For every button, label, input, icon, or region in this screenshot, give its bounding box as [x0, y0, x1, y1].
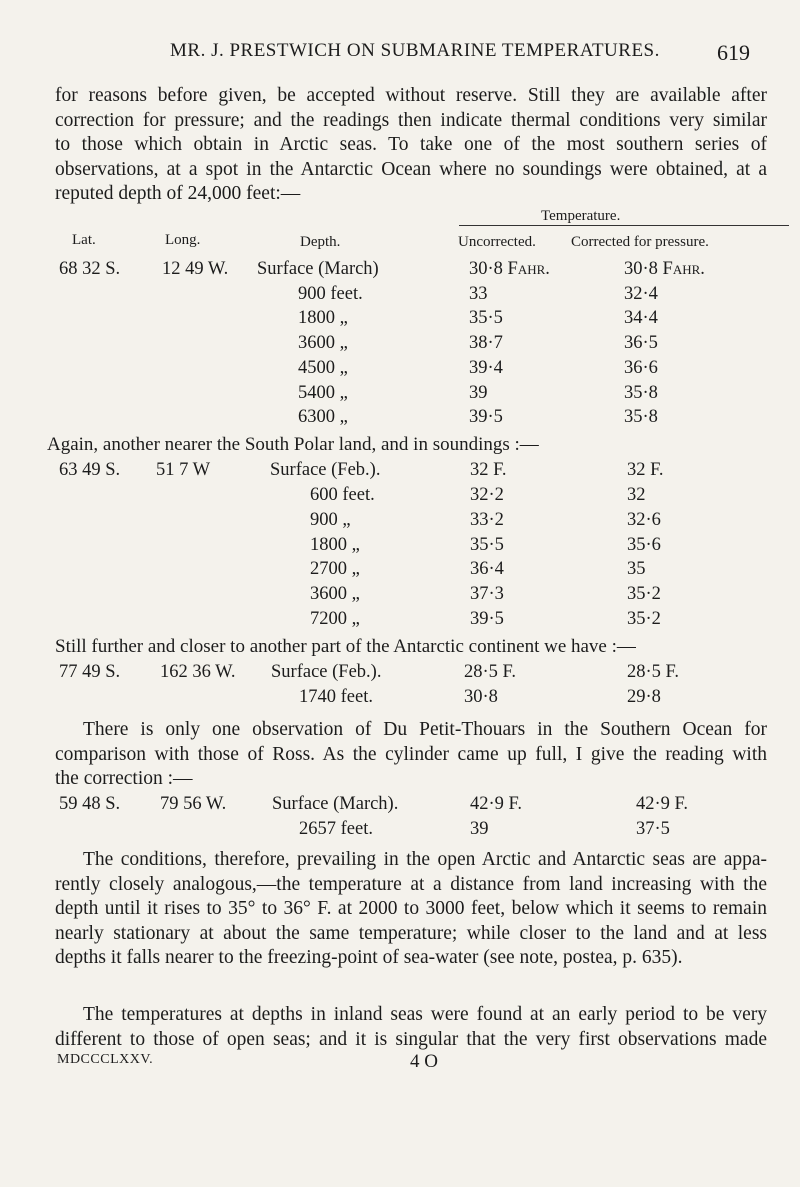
depth-cell: 6300 „ [298, 407, 348, 427]
signature-mark: 4 O [410, 1051, 438, 1072]
text-line: comparison with those of Ross. As the cylinder came up full, I give the reading with [55, 743, 767, 765]
depth-cell: 2700 „ [310, 559, 360, 579]
corrected-cell: 42·9 F. [636, 794, 688, 814]
text-line: depths it falls nearer to the freezing-point of sea-water (see note, postea, p. 635). [55, 947, 683, 968]
running-title: MR. J. PRESTWICH ON SUBMARINE TEMPERATURES. [170, 40, 660, 61]
corrected-cell: 35·8 [624, 407, 658, 427]
depth-heading: Depth. [300, 234, 341, 250]
page-number: 619 [717, 40, 750, 65]
text-line: the correction :— [55, 768, 193, 789]
corrected-cell: 36·6 [624, 358, 658, 378]
uncorrected-cell: 42·9 F. [470, 794, 522, 814]
depth-cell: 2657 feet. [299, 819, 373, 839]
depth-cell: 1800 „ [298, 308, 348, 328]
latitude: 63 49 S. [59, 460, 121, 480]
depth-cell: 5400 „ [298, 383, 348, 403]
table-row [0, 662, 800, 686]
footer-date: MDCCCLXXV. [57, 1052, 154, 1067]
table-row [0, 383, 800, 407]
depth-cell: Surface (Feb.). [270, 460, 381, 480]
temperature-heading: Temperature. [541, 208, 621, 224]
table-row [0, 609, 800, 633]
uncorrected-cell: 28·5 F. [464, 662, 516, 682]
depth-cell: 600 feet. [310, 485, 375, 505]
depth-cell: 900 „ [310, 510, 351, 530]
table-row [0, 687, 800, 711]
uncorrected-cell: 33 [469, 284, 488, 304]
table-row [0, 259, 800, 283]
text-line: reputed depth of 24,000 feet:— [55, 183, 301, 204]
latitude: 68 32 S. [59, 259, 121, 279]
table-row [0, 510, 800, 534]
text-line: There is only one observation of Du Petit-Thouars in the Southern Ocean for [83, 719, 767, 740]
uncorrected-cell: 36·4 [470, 559, 504, 579]
uncorrected-cell: 38·7 [469, 333, 503, 353]
corrected-cell: 32 F. [627, 460, 664, 480]
corrected-cell: 32·6 [627, 510, 661, 530]
uncorrected-cell: 39·5 [470, 609, 504, 629]
table-row [0, 333, 800, 357]
paragraph [55, 1003, 767, 1052]
table-row [0, 794, 800, 818]
corrected-cell: 37·5 [636, 819, 670, 839]
table-row [0, 535, 800, 559]
uncorrected-cell: 30·8 [464, 687, 498, 707]
depth-cell: 1800 „ [310, 535, 360, 555]
corrected-cell: 32 [627, 485, 646, 505]
between-text: Again, another nearer the South Polar land, and in soundings :— [47, 434, 539, 455]
uncorrected-cell: 37·3 [470, 584, 504, 604]
depth-cell: 1740 feet. [299, 687, 373, 707]
table-row [0, 284, 800, 308]
text-line: nearly stationary at about the same temperature; while closer to the land and at less [55, 922, 767, 944]
uncorrected-cell: 39·5 [469, 407, 503, 427]
table-row [0, 407, 800, 431]
corrected-heading: Corrected for pressure. [571, 234, 709, 250]
uncorrected-cell: 35·5 [469, 308, 503, 328]
table-row [0, 559, 800, 583]
uncorrected-cell: 30·8 Fahr. [469, 259, 550, 279]
depth-cell: Surface (March) [257, 259, 379, 279]
corrected-cell: 35·6 [627, 535, 661, 555]
depth-cell: Surface (Feb.). [271, 662, 382, 682]
corrected-cell: 35 [627, 559, 646, 579]
corrected-cell: 29·8 [627, 687, 661, 707]
text-line: correction for pressure; and the readings then indicate thermal conditions very similar [55, 109, 767, 131]
corrected-cell: 28·5 F. [627, 662, 679, 682]
depth-cell: 3600 „ [310, 584, 360, 604]
uncorrected-heading: Uncorrected. [458, 234, 536, 250]
table-row [0, 460, 800, 484]
text-line: rently closely analogous,—the temperature at a distance from land increasing with the [55, 873, 767, 895]
uncorrected-cell: 33·2 [470, 510, 504, 530]
uncorrected-cell: 32 F. [470, 460, 507, 480]
latitude: 77 49 S. [59, 662, 121, 682]
uncorrected-cell: 35·5 [470, 535, 504, 555]
corrected-cell: 34·4 [624, 308, 658, 328]
text-line: for reasons before given, be accepted without reserve. Still they are available after [55, 85, 767, 106]
between-text: Still further and closer to another part of the Antarctic continent we have :— [55, 636, 636, 657]
depth-cell: 4500 „ [298, 358, 348, 378]
longitude: 79 56 W. [160, 794, 227, 814]
depth-cell: 7200 „ [310, 609, 360, 629]
corrected-cell: 36·5 [624, 333, 658, 353]
header-brace [459, 225, 789, 232]
uncorrected-cell: 39 [470, 819, 489, 839]
corrected-cell: 35·2 [627, 584, 661, 604]
paragraph [55, 848, 767, 971]
longitude: 12 49 W. [162, 259, 229, 279]
table-row [0, 819, 800, 843]
text-line: The temperatures at depths in inland seas were found at an early period to be very [83, 1004, 767, 1025]
uncorrected-cell: 39 [469, 383, 488, 403]
table-row [0, 358, 800, 382]
table-row [0, 485, 800, 509]
uncorrected-cell: 39·4 [469, 358, 503, 378]
paragraph [55, 718, 767, 792]
table-row [0, 308, 800, 332]
text-line: observations, at a spot in the Antarctic Ocean where no soundings were obtained, at a [55, 158, 767, 180]
depth-cell: 3600 „ [298, 333, 348, 353]
long-heading: Long. [165, 232, 201, 248]
corrected-cell: 35·2 [627, 609, 661, 629]
latitude: 59 48 S. [59, 794, 121, 814]
corrected-cell: 30·8 Fahr. [624, 259, 705, 279]
text-line: different to those of open seas; and it is singular that the very first observations made [55, 1028, 767, 1050]
table-row [0, 584, 800, 608]
lat-heading: Lat. [72, 232, 96, 248]
intro-paragraph [55, 84, 767, 207]
depth-cell: 900 feet. [298, 284, 363, 304]
depth-cell: Surface (March). [272, 794, 399, 814]
corrected-cell: 35·8 [624, 383, 658, 403]
uncorrected-cell: 32·2 [470, 485, 504, 505]
longitude: 162 36 W. [160, 662, 236, 682]
text-line: to those which obtain in Arctic seas. To take one of the most southern series of [55, 134, 767, 155]
text-line: The conditions, therefore, prevailing in the open Arctic and Antarctic seas are appa- [83, 849, 767, 870]
longitude: 51 7 W [156, 460, 211, 480]
corrected-cell: 32·4 [624, 284, 658, 304]
text-line: depth until it rises to 35° to 36° F. at 2000 to 3000 feet, below which it seems to remain [55, 898, 767, 919]
